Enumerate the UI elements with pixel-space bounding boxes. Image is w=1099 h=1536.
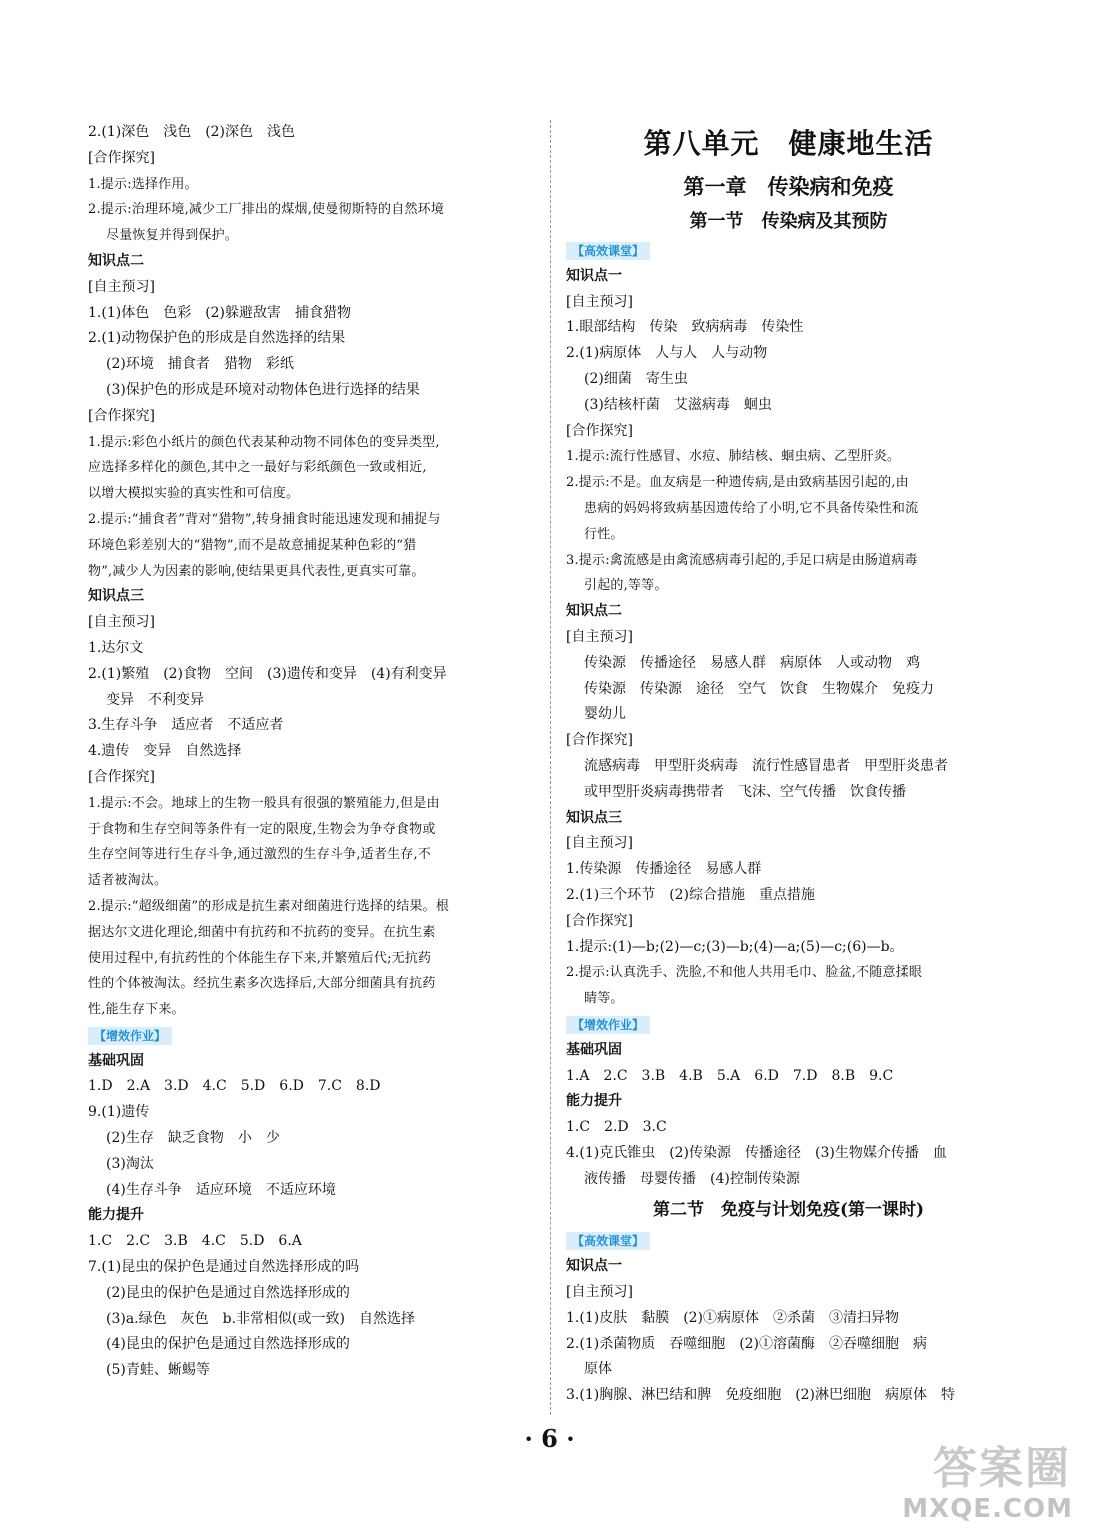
answer-line: 传染源 传播途径 易感人群 病原体 人或动物 鸡	[584, 654, 920, 671]
answer-line: (2)生存 缺乏食物 小 少	[106, 1130, 280, 1147]
answer-line: 3.生存斗争 适应者 不适应者	[88, 717, 284, 734]
answer-line: [合作探究]	[88, 407, 155, 424]
answer-line: (4)生存斗争 适应环境 不适应环境	[106, 1181, 336, 1198]
answer-line: 2.(1)动物保护色的形成是自然选择的结果	[88, 330, 346, 347]
answer-line: 4.遗传 变异 自然选择	[88, 743, 242, 760]
answer-line: 变异 不利变异	[106, 691, 204, 708]
answer-line: 患病的妈妈将致病基因遗传给了小明,它不具备传染性和流	[584, 500, 919, 516]
section-badge-row	[566, 238, 1011, 264]
section-badge-row	[566, 1228, 1011, 1254]
answer-line: (2)环境 捕食者 猎物 彩纸	[106, 356, 294, 373]
section-badge: 【高效课堂】	[566, 242, 650, 260]
subheading: 知识点二	[88, 252, 144, 269]
answer-line: 2.(1)繁殖 (2)食物 空间 (3)遗传和变异 (4)有利变异	[88, 665, 447, 682]
answer-line: 2.(1)病原体 人与人 人与动物	[566, 345, 768, 362]
answer-line: 流感病毒 甲型肝炎病毒 流行性感冒患者 甲型肝炎患者	[584, 757, 948, 774]
answer-line: 2.提示:不是。血友病是一种遗传病,是由致病基因引起的,由	[566, 475, 909, 491]
answer-line: 以增大模拟实验的真实性和可信度。	[88, 486, 300, 502]
subheading: 知识点二	[566, 603, 622, 620]
answer-line: 使用过程中,有抗药性的个体能生存下来,并繁殖后代;无抗药	[88, 950, 432, 966]
answer-line: 物”,减少人为因素的影响,使结果更具代表性,更真实可靠。	[88, 563, 425, 579]
answer-line: (4)昆虫的保护色是通过自然选择形成的	[106, 1336, 350, 1353]
answer-line: 2.提示:“超级细菌”的形成是抗生素对细菌进行选择的结果。根	[88, 898, 450, 914]
answer-line: 1.C 2.C 3.B 4.C 5.D 6.A	[88, 1233, 302, 1250]
answer-line: 行性。	[584, 526, 624, 542]
answer-line: 于食物和生存空间等条件有一定的限度,生物会为争夺食物或	[88, 821, 436, 837]
answer-line: 1.C 2.D 3.C	[566, 1119, 667, 1136]
answer-line: (2)昆虫的保护色是通过自然选择形成的	[106, 1284, 350, 1301]
answer-line: 1.(1)体色 色彩 (2)躲避敌害 捕食猎物	[88, 304, 352, 321]
answer-line: 或甲型肝炎病毒携带者 飞沫、空气传播 饮食传播	[584, 783, 906, 800]
answer-line: 性的个体被淘汰。经抗生素多次选择后,大部分细菌具有抗药	[88, 976, 436, 992]
answer-line: 2.提示:认真洗手、洗脸,不和他人共用毛巾、脸盆,不随意揉眼	[566, 965, 923, 981]
section-badge: 【增效作业】	[88, 1027, 172, 1045]
column-divider	[550, 120, 551, 1415]
answer-line: [合作探究]	[566, 732, 633, 749]
answer-line: 应选择多样化的颜色,其中之一最好与彩纸颜色一致或相近,	[88, 460, 427, 476]
section-badge: 【高效课堂】	[566, 1232, 650, 1250]
answer-line: 1.(1)皮肤 黏膜 (2)①病原体 ②杀菌 ③清扫异物	[566, 1309, 900, 1326]
subheading: 知识点一	[566, 1258, 622, 1275]
answer-line: 2.提示:“捕食者”背对“猎物”,转身捕食时能迅速发现和捕捉与	[88, 511, 441, 527]
answer-line: [合作探究]	[566, 422, 633, 439]
section-title: 第二节 免疫与计划免疫(第一课时)	[652, 1200, 925, 1221]
answer-line: 原体	[584, 1361, 612, 1378]
watermark-logo	[897, 1432, 1077, 1524]
chapter-title: 第一章 传染病和免疫	[683, 175, 894, 199]
section-badge-row	[88, 1023, 538, 1049]
answer-line: 3.(1)胸腺、淋巴结和脾 免疫细胞 (2)淋巴细胞 病原体 特	[566, 1387, 956, 1404]
answer-line: (3)a.绿色 灰色 b.非常相似(或一致) 自然选择	[106, 1310, 415, 1327]
answer-line: [合作探究]	[566, 912, 633, 929]
answer-line: (2)细菌 寄生虫	[584, 370, 688, 387]
answer-line: [合作探究]	[88, 768, 155, 785]
answer-line: (3)结核杆菌 艾滋病毒 蛔虫	[584, 396, 772, 413]
answer-line: 环境色彩差别大的“猎物”,而不是故意捕捉某种色彩的“猎	[88, 537, 417, 553]
answer-line: 液传播 母婴传播 (4)控制传染源	[584, 1170, 800, 1187]
answer-line: 1.D 2.A 3.D 4.C 5.D 6.D 7.C 8.D	[88, 1078, 381, 1095]
unit-title: 第八单元 健康地生活	[643, 127, 934, 160]
subheading: 知识点三	[88, 588, 144, 605]
answer-line: 据达尔文进化理论,细菌中有抗药和不抗药的变异。在抗生素	[88, 924, 436, 940]
answer-line: (3)保护色的形成是环境对动物体色进行选择的结果	[106, 381, 420, 398]
answer-line: 4.(1)克氏锥虫 (2)传染源 传播途径 (3)生物媒介传播 血	[566, 1144, 947, 1161]
subheading: 能力提升	[566, 1093, 622, 1110]
answer-line: 2.提示:治理环境,减少工厂排出的煤烟,使曼彻斯特的自然环境	[88, 202, 445, 218]
answer-line: 1.提示:不会。地球上的生物一般具有很强的繁殖能力,但是由	[88, 795, 440, 811]
page-number: · 6 ·	[524, 1424, 575, 1453]
answer-line: 1.提示:(1)—b;(2)—c;(3)—b;(4)—a;(5)—c;(6)—b。	[566, 938, 904, 955]
answer-line: 睛等。	[584, 991, 624, 1007]
answer-line: 1.A 2.C 3.B 4.B 5.A 6.D 7.D 8.B 9.C	[566, 1067, 894, 1084]
section-badge: 【增效作业】	[566, 1016, 650, 1034]
answer-line: [自主预习]	[88, 614, 155, 631]
answer-line: 3.提示:禽流感是由禽流感病毒引起的,手足口病是由肠道病毒	[566, 552, 918, 568]
answer-line: 引起的,等等。	[584, 578, 668, 594]
subheading: 知识点一	[566, 267, 622, 284]
answer-line: 1.眼部结构 传染 致病病毒 传染性	[566, 319, 804, 336]
right-column	[566, 120, 1011, 1409]
answer-line: (5)青蛙、蜥蜴等	[106, 1362, 210, 1379]
answer-line: [合作探究]	[88, 149, 155, 166]
answer-line: 1.达尔文	[88, 639, 144, 656]
answer-line: 7.(1)昆虫的保护色是通过自然选择形成的吗	[88, 1259, 360, 1276]
answer-line: [自主预习]	[566, 1284, 633, 1301]
answer-line: 1.提示:选择作用。	[88, 176, 198, 192]
answer-line: [自主预习]	[88, 278, 155, 295]
answer-line: 2.(1)杀菌物质 吞噬细胞 (2)①溶菌酶 ②吞噬细胞 病	[566, 1335, 928, 1352]
answer-line: 1.提示:彩色小纸片的颜色代表某种动物不同体色的变异类型,	[88, 434, 440, 450]
answer-line: 1.传染源 传播途径 易感人群	[566, 861, 762, 878]
subheading: 基础巩固	[88, 1052, 144, 1069]
answer-line: 尽量恢复并得到保护。	[106, 228, 239, 244]
answer-line: 9.(1)遗传	[88, 1104, 150, 1121]
answer-line: 生存空间等进行生存斗争,通过激烈的生存斗争,适者生存,不	[88, 847, 431, 863]
subheading: 知识点三	[566, 809, 622, 826]
answer-line: 2.(1)深色 浅色 (2)深色 浅色	[88, 124, 296, 140]
watermark-url: MXQE.COM	[902, 1494, 1073, 1524]
answer-line: 1.提示:流行性感冒、水痘、肺结核、蛔虫病、乙型肝炎。	[566, 449, 901, 465]
answer-line: (3)淘汰	[106, 1155, 154, 1172]
answer-line: 2.(1)三个环节 (2)综合措施 重点措施	[566, 886, 816, 903]
answer-line: [自主预习]	[566, 835, 633, 852]
answer-line: 婴幼儿	[584, 706, 626, 723]
subheading: 基础巩固	[566, 1041, 622, 1058]
left-column	[88, 120, 538, 1384]
subheading: 能力提升	[88, 1207, 144, 1224]
section-badge-row	[566, 1012, 1011, 1038]
watermark-text: 答案圈	[933, 1443, 1071, 1494]
section-title: 第一节 传染病及其预防	[689, 211, 888, 232]
answer-line: 传染源 传染源 途径 空气 饮食 生物媒介 免疫力	[584, 680, 934, 697]
answer-line: [自主预习]	[566, 628, 633, 645]
answer-line: [自主预习]	[566, 293, 633, 310]
answer-line: 适者被淘汰。	[88, 873, 168, 889]
answer-line: 性,能生存下来。	[88, 1002, 185, 1018]
